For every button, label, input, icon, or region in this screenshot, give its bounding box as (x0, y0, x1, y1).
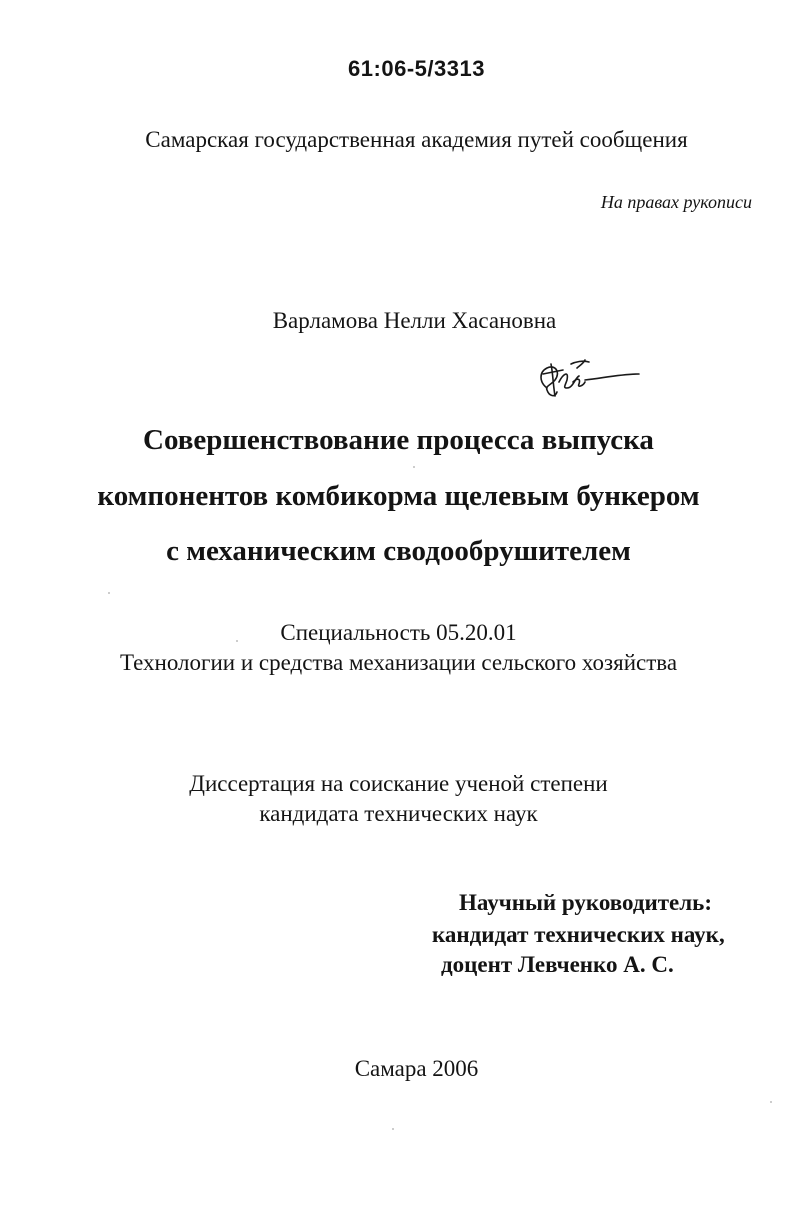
dissertation-title-line-3: с механическим сводообрушителем (166, 535, 631, 567)
supervisor-degree: кандидат технических наук, (432, 922, 725, 947)
city-year: Самара 2006 (354, 1056, 479, 1081)
scan-speck (413, 466, 415, 468)
supervisor-heading: Научный руководитель: (459, 890, 712, 915)
scan-speck (108, 592, 110, 594)
institution-name: Самарская государственная академия путей сообщения (145, 127, 688, 152)
rights-note: На правах рукописи (600, 192, 752, 212)
dissertation-title-line-2: компонентов комбикорма щелевым бункером (97, 480, 700, 512)
handwritten-signature-icon (533, 352, 643, 402)
specialty-name: Технологии и средства механизации сельского хозяйства (119, 650, 678, 675)
degree-line-2: кандидата технических наук (259, 801, 538, 826)
author-name: Варламова Нелли Хасановна (272, 308, 557, 333)
degree-line-1: Диссертация на соискание ученой степени (189, 771, 608, 796)
scan-speck (236, 640, 238, 642)
scan-speck (770, 1101, 772, 1103)
registration-code: 61:06-5/3313 (348, 56, 485, 81)
supervisor-name: доцент Левченко А. С. (441, 952, 674, 977)
specialty-code: Специальность 05.20.01 (280, 620, 517, 645)
dissertation-title-line-1: Совершенствование процесса выпуска (143, 424, 654, 456)
scan-speck (392, 1128, 394, 1130)
